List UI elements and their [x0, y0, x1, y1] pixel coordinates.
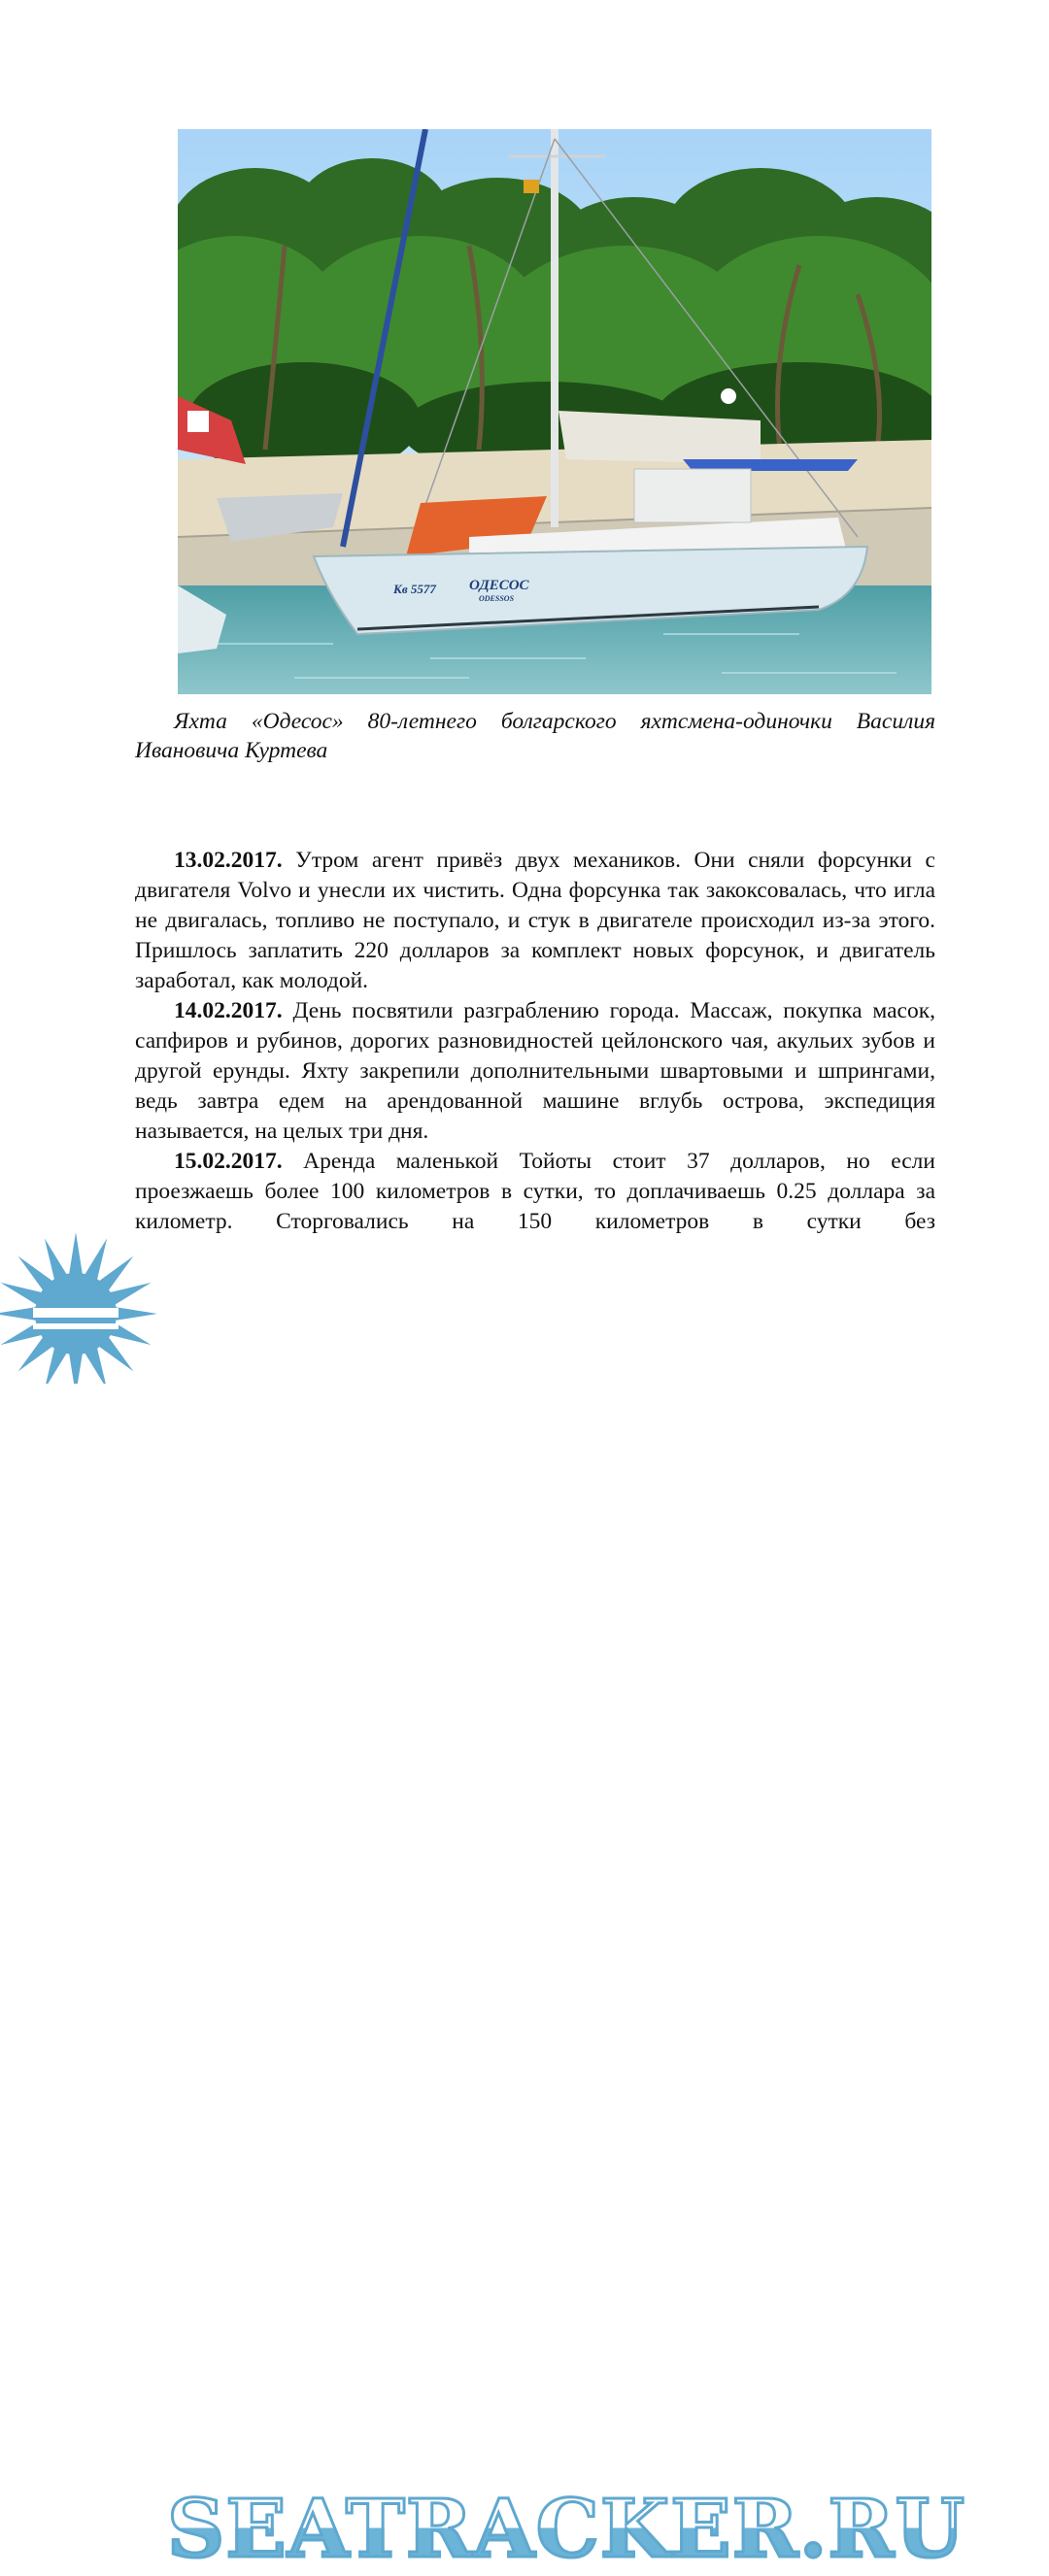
journal-text	[135, 846, 935, 1237]
watermark	[0, 1231, 1049, 2576]
entry-date: 15.02.2017.	[174, 1149, 283, 1174]
yacht-photo	[178, 129, 931, 694]
boat-name-latin: ODESSOS	[479, 594, 515, 603]
entry-text: День посвятили разграблению города. Массаж, покупка масок, сапфиров и рубинов, дорогих разновидностей цейлонского чая, акульих зубов и другой ерунды. Яхту закрепили дополнительными швартовыми и шпрингами, ведь завтра едем на арендованной машине вглубь острова, экспедиция называется, на целых три дня.	[135, 998, 935, 1144]
entry-text: Утром агент привёз двух механиков. Они сняли форсунки с двигателя Volvo и унесли их чистить. Одна форсунка так закоксовалась, что игла не двигалась, топливо не поступало, и стук в двигателе происходил из-за этого. Пришлось заплатить 220 долларов за комплект новых форсунок, и двигатель заработал, как молодой.	[135, 848, 935, 993]
entry-date: 13.02.2017.	[174, 848, 283, 873]
watermark-text: SEATRACKER.RU	[167, 2483, 966, 2576]
entry-text: Аренда маленькой Тойоты стоит 37 долларов, но если проезжаешь более 100 километров в сутки, то доплачиваешь 0.25 доллара за километр. Сторговались на 150 километров в сутки без	[135, 1149, 935, 1234]
journal-entry	[135, 1147, 935, 1237]
journal-entry	[135, 846, 935, 996]
entry-date: 14.02.2017.	[174, 998, 283, 1023]
boat-registration: Кв 5577	[393, 582, 436, 596]
journal-entry	[135, 996, 935, 1147]
boat-name: ОДЕСОС	[469, 578, 529, 593]
photo-caption: Яхта «Одесос» 80-летнего болгарского яхтсмена-одиночки Василия Ивановича Куртева	[135, 709, 935, 763]
sun-logo-icon	[0, 1231, 175, 1384]
